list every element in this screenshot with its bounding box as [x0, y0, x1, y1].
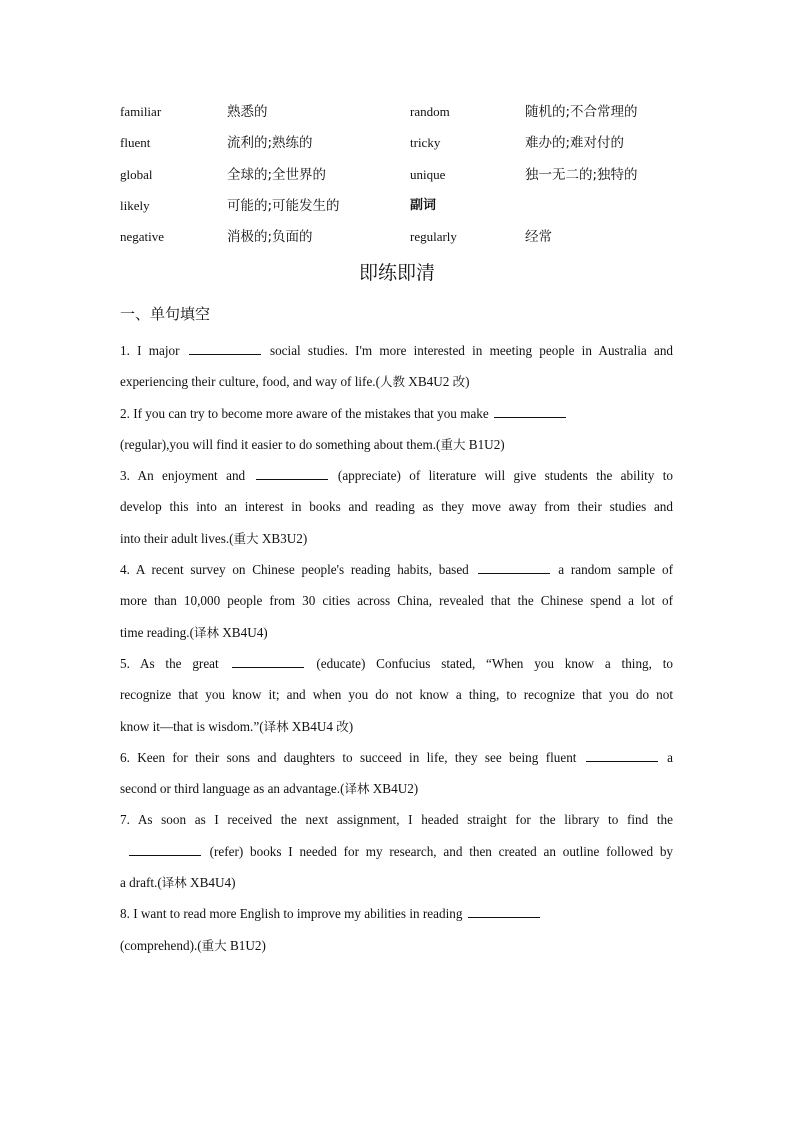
- question-line: [120, 370, 673, 401]
- text-fragment: (educate) Confucius stated, “When you know a thing, to: [316, 655, 674, 671]
- answer-blank[interactable]: [129, 842, 201, 856]
- text-fragment: time reading.(: [120, 624, 194, 640]
- text-fragment: second or third language as an advantage.(: [120, 781, 345, 797]
- vocab-row: [120, 100, 720, 131]
- question-line: [120, 464, 673, 495]
- vocab-meaning: 独一无二的;独特的: [525, 166, 638, 183]
- question-line: [120, 402, 673, 433]
- vocab-word: familiar: [120, 104, 162, 119]
- text-fragment: 8. I want to read more English to improve my abilities in reading: [120, 906, 463, 922]
- vocab-meaning: 可能的;可能发生的: [227, 197, 340, 214]
- text-fragment: into their adult lives.(: [120, 530, 234, 546]
- question-line: [120, 589, 673, 620]
- question-line: [120, 558, 673, 589]
- text-fragment: a: [667, 749, 674, 765]
- question-line: [120, 840, 673, 871]
- text-fragment: 译林: [263, 718, 289, 734]
- vocab-row: [120, 131, 720, 162]
- section-heading: 一、单句填空: [120, 305, 211, 323]
- question-line: [120, 433, 673, 464]
- vocab-meaning: 流利的;熟练的: [227, 135, 313, 152]
- text-fragment: B1U2): [465, 436, 505, 452]
- answer-blank[interactable]: [586, 748, 658, 762]
- text-fragment: 重大: [440, 436, 466, 452]
- vocab-category-heading: 副词: [410, 197, 437, 213]
- question-line: [120, 715, 673, 746]
- vocab-word: random: [410, 104, 450, 119]
- text-fragment: (comprehend).(: [120, 937, 202, 953]
- text-fragment: 重大: [201, 937, 227, 953]
- vocab-word: negative: [120, 229, 165, 245]
- text-fragment: XB4U4: [288, 718, 337, 734]
- vocab-row: [120, 194, 720, 225]
- text-fragment: (regular),you will find it easier to do something about them.(: [120, 436, 441, 452]
- text-fragment: 5. As the great: [120, 655, 219, 671]
- vocab-row: [120, 163, 720, 194]
- vocab-word: unique: [410, 166, 446, 182]
- page-title: 即练即清: [358, 262, 435, 284]
- question-line: [120, 652, 673, 683]
- text-fragment: 6. Keen for their sons and daughters to succeed in life, they see being fluent: [120, 749, 577, 765]
- text-fragment: 重大: [233, 530, 259, 546]
- answer-blank[interactable]: [189, 341, 261, 355]
- text-fragment: a random sample of: [558, 562, 673, 578]
- answer-blank[interactable]: [256, 466, 328, 480]
- vocab-word: tricky: [410, 135, 441, 151]
- text-fragment: XB4U4): [218, 624, 268, 640]
- vocab-meaning: 随机的;不合常理的: [525, 104, 638, 120]
- vocab-word: regularly: [410, 229, 457, 245]
- text-fragment: 人教: [379, 374, 405, 390]
- text-fragment: experiencing their culture, food, and way of life.(: [120, 374, 380, 390]
- text-fragment: 译林: [193, 624, 219, 640]
- text-fragment: more than 10,000 people from 30 cities across China, revealed that the Chinese spend a lot of: [120, 593, 673, 609]
- vocab-word: fluent: [120, 135, 151, 151]
- text-fragment: social studies. I'm more interested in meeting people in Australia and: [269, 343, 674, 358]
- answer-blank[interactable]: [468, 904, 540, 918]
- text-fragment: know it—that is wisdom.”(: [120, 718, 264, 734]
- text-fragment: a draft.(: [120, 875, 162, 891]
- text-fragment: ): [348, 718, 354, 734]
- text-fragment: 译林: [161, 875, 187, 891]
- vocab-word: likely: [120, 197, 150, 213]
- text-fragment: develop this into an interest in books and reading as they move away from their studies and: [120, 499, 673, 515]
- vocab-row: [120, 225, 720, 256]
- answer-blank[interactable]: [494, 404, 566, 418]
- question-line: [120, 495, 673, 526]
- question-line: [120, 339, 673, 370]
- question-line: [120, 683, 673, 714]
- text-fragment: XB4U2): [369, 781, 419, 797]
- vocab-meaning: 消极的;负面的: [227, 229, 313, 246]
- vocab-meaning: 熟悉的: [227, 104, 268, 120]
- vocab-meaning: 全球的;全世界的: [227, 166, 327, 183]
- text-fragment: XB4U4): [186, 875, 236, 891]
- question-line: [120, 621, 673, 652]
- answer-blank[interactable]: [478, 560, 550, 574]
- question-line: [120, 527, 673, 558]
- vocab-meaning: 难办的;难对付的: [525, 135, 625, 152]
- question-line: [120, 871, 673, 902]
- text-fragment: 4. A recent survey on Chinese people's reading habits, based: [120, 562, 469, 578]
- text-fragment: XB4U2: [405, 374, 453, 390]
- text-fragment: recognize that you know it; and when you do not know a thing, to recognize that you do not: [120, 687, 673, 703]
- text-fragment: 7. As soon as I received the next assignment, I headed straight for the library to find the: [120, 812, 673, 828]
- question-line: [120, 934, 673, 965]
- text-fragment: XB3U2): [258, 530, 308, 546]
- vocab-meaning: 经常: [525, 229, 552, 246]
- question-list: [120, 339, 673, 965]
- text-fragment: B1U2): [226, 937, 266, 953]
- text-fragment: 改: [452, 374, 466, 390]
- answer-blank[interactable]: [232, 654, 304, 668]
- text-fragment: (refer) books I needed for my research, and then created an outline followed by: [209, 843, 674, 859]
- question-line: [120, 808, 673, 839]
- vocabulary-table: [120, 100, 720, 256]
- vocab-word: global: [120, 166, 153, 182]
- text-fragment: (appreciate) of literature will give students the ability to: [337, 468, 674, 484]
- question-line: [120, 902, 673, 933]
- text-fragment: ): [465, 374, 470, 390]
- text-fragment: 1. I major: [120, 343, 180, 358]
- question-line: [120, 777, 673, 808]
- text-fragment: 译林: [344, 781, 370, 797]
- text-fragment: 改: [336, 718, 349, 734]
- text-fragment: 3. An enjoyment and: [120, 468, 246, 484]
- question-line: [120, 746, 673, 777]
- text-fragment: 2. If you can try to become more aware of the mistakes that you make: [120, 405, 489, 421]
